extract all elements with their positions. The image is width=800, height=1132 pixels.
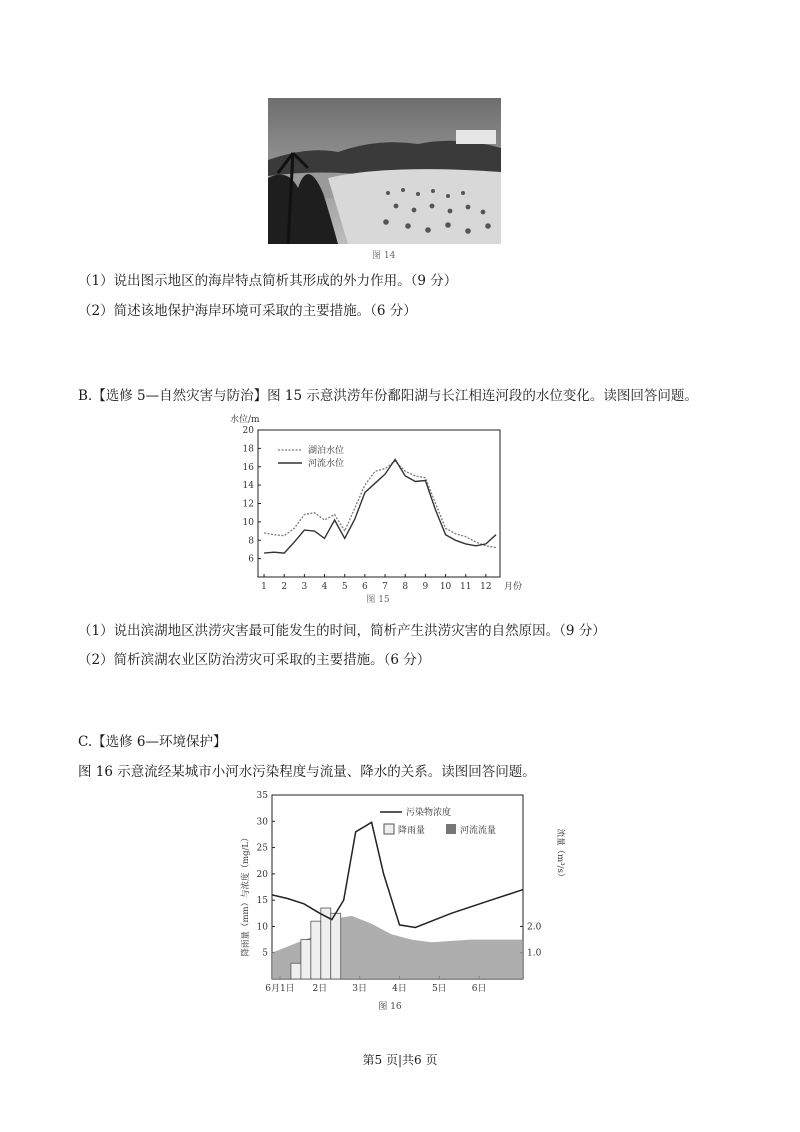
figure16-ytick-right-1: 2.0 [527, 922, 542, 933]
figure15-ytick-7: 20 [242, 426, 254, 436]
figure15-caption: 图 15 [366, 595, 390, 605]
figure16-ylabel-left: 降雨量（mm）与浓度（mg/L） [241, 833, 251, 957]
figure15-ylabel: 水位/m [230, 415, 260, 425]
figure15-legend-label-0: 湖泊水位 [308, 446, 345, 456]
figure16-xtick-1: 2日 [312, 984, 328, 994]
section-b-question-1: （1）说出滨湖地区洪涝灾害最可能发生的时间，简析产生洪涝灾害的自然原因。（9 分） [78, 623, 606, 639]
figure16-ytick-left-2: 15 [256, 896, 268, 907]
figure15-legend-label-1: 河流水位 [308, 459, 345, 469]
figure16-legend-label-0: 污染物浓度 [406, 808, 452, 818]
figure15-ytick-6: 18 [242, 444, 254, 455]
figure16-rain-bar-0 [291, 963, 301, 979]
figure16-ytick-left-5: 30 [256, 817, 268, 828]
figure16-ylabel-right: 流量（m³/s） [555, 828, 565, 882]
figure15-plot-frame [258, 430, 500, 577]
figure15-series-0 [264, 461, 496, 547]
figure15-xlabel: 月份 [504, 582, 523, 592]
coast-photo-illustration [268, 98, 501, 244]
figure15-ytick-2: 10 [242, 517, 254, 528]
figure15-xtick-5: 6 [362, 582, 368, 592]
page-footer: 第5 页|共6 页 [362, 1053, 438, 1067]
figure15-xtick-0: 1 [261, 582, 267, 592]
figure16-ytick-left-3: 20 [256, 869, 268, 880]
figure16-xtick-4: 5日 [431, 984, 447, 994]
figure15-ytick-3: 12 [242, 499, 254, 510]
figure16-legend-swatch-2 [446, 824, 456, 834]
figure16-xtick-2: 3日 [352, 984, 368, 994]
figure15-xtick-6: 7 [382, 582, 388, 592]
figure16-legend-label-2: 河流流量 [460, 826, 497, 836]
figure15-xtick-8: 9 [422, 582, 429, 592]
figure15-ytick-1: 8 [248, 536, 254, 547]
figure16-ytick-right-0: 1.0 [527, 948, 542, 959]
section-b-question-2: （2）简析滨湖农业区防治涝灾可采取的主要措施。（6 分） [78, 652, 431, 668]
figure15-ytick-4: 14 [242, 481, 254, 492]
figure16-rain-bar-4 [331, 913, 341, 979]
figure14-caption: 图 14 [372, 251, 396, 261]
figure15-xtick-4: 5 [341, 582, 348, 592]
figure15-xtick-11: 12 [480, 582, 492, 592]
section-c-intro: 图 16 示意流经某城市小河水污染程度与流量、降水的关系。读图回答问题。 [78, 764, 536, 780]
figure15-series-1 [264, 459, 496, 553]
section-c-heading: C.【选修 6—环境保护】 [78, 734, 227, 750]
figure16-ytick-left-4: 25 [256, 843, 268, 854]
figure16-xtick-3: 4日 [392, 984, 407, 994]
section-b-heading: B.【选修 5—自然灾害与防治】图 15 示意洪涝年份鄱阳湖与长江相连河段的水位变化。读图回答问题。 [78, 388, 698, 404]
figure15-ytick-5: 16 [242, 462, 254, 473]
figure16-caption: 图 16 [378, 1002, 402, 1012]
figure15-chart [230, 410, 530, 610]
figure16-ytick-left-1: 10 [256, 922, 268, 933]
figure16-pollution-line [272, 822, 523, 927]
figure16-xtick-5: 6日 [471, 984, 487, 994]
figure16-legend-label-1: 降雨量 [398, 826, 426, 836]
coast-photo [268, 98, 501, 244]
figure16-ytick-left-6: 35 [256, 791, 268, 801]
figure16-chart [240, 785, 570, 1015]
figure16-xtick-0: 6月1日 [265, 984, 295, 994]
figure14-question-2: （2）简述该地保护海岸环境可采取的主要措施。（6 分） [78, 303, 417, 319]
figure15-xtick-2: 3 [301, 582, 308, 592]
figure15-xtick-3: 4 [321, 582, 328, 592]
figure15-ytick-0: 6 [248, 554, 254, 565]
figure14-question-1: （1）说出图示地区的海岸特点简析其形成的外力作用。（9 分） [78, 273, 458, 289]
figure15-xtick-9: 10 [439, 582, 452, 592]
figure15-xtick-1: 2 [281, 582, 288, 592]
figure15-xtick-10: 11 [459, 582, 472, 592]
figure16-rain-bar-1 [301, 940, 311, 979]
figure15-xtick-7: 8 [402, 582, 409, 592]
figure16-legend-swatch-1 [384, 824, 394, 834]
figure16-rain-bar-2 [311, 921, 321, 979]
figure16-ytick-left-0: 5 [262, 948, 268, 959]
